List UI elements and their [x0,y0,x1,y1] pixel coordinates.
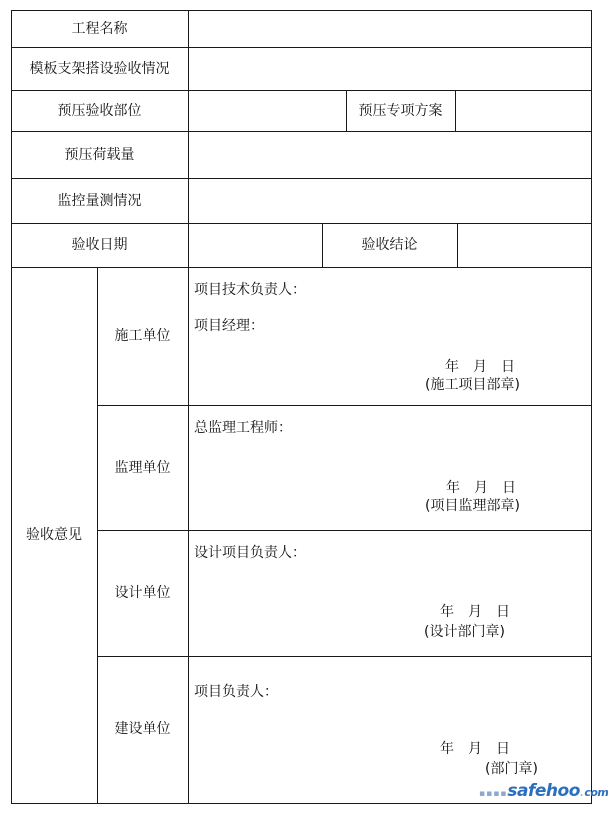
design-date: 年 月 日 [440,604,510,620]
design-lead-field: 设计项目负责人： [194,545,306,561]
supervision-seal: (项目监理部章) [425,498,520,514]
supervision-date: 年 月 日 [446,480,516,496]
construction-tech-lead-field: 项目技术负责人： [194,282,306,298]
preload-position-label: 预压验收部位 [57,103,142,119]
rule [11,178,592,179]
chief-supervisor-field: 总监理工程师： [194,420,292,436]
owner-seal: (部门章) [485,761,538,777]
watermark-text: safehoo [507,781,580,801]
rule [97,530,592,531]
rule [11,223,592,224]
formwork-label: 模板支架搭设验收情况 [29,61,170,77]
design-unit-label: 设计单位 [114,585,171,601]
rule [11,10,592,11]
owner-lead-field: 项目负责人： [194,684,278,700]
rule [591,10,592,804]
rule [97,656,592,657]
owner-date: 年 月 日 [440,741,510,757]
watermark-dots: . [579,789,585,799]
preload-plan-label: 预压专项方案 [358,103,443,119]
watermark-dots: ▪▪▪▪ [479,789,508,799]
watermark-logo [479,781,608,801]
design-seal: (设计部门章) [424,624,505,640]
rule [457,223,458,267]
rule [11,131,592,132]
rule [11,10,12,804]
construction-date: 年 月 日 [445,359,515,375]
rule [455,90,456,131]
acceptance-date-label: 验收日期 [71,237,128,253]
rule [11,90,592,91]
construction-seal: (施工项目部章) [425,377,520,393]
monitoring-label: 监控量测情况 [57,193,142,209]
rule [97,405,592,406]
project-name-label: 工程名称 [71,21,128,37]
rule [11,803,592,804]
supervision-unit-label: 监理单位 [114,460,171,476]
rule [11,267,592,268]
acceptance-conclusion-label: 验收结论 [361,237,418,253]
rule [188,10,189,804]
rule [11,47,592,48]
construction-manager-field: 项目经理： [194,318,264,334]
preload-load-label: 预压荷载量 [64,147,135,163]
owner-unit-label: 建设单位 [114,721,171,737]
construction-unit-label: 施工单位 [114,328,171,344]
acceptance-opinion-label: 验收意见 [26,527,82,543]
watermark-suffix: com [584,786,608,799]
